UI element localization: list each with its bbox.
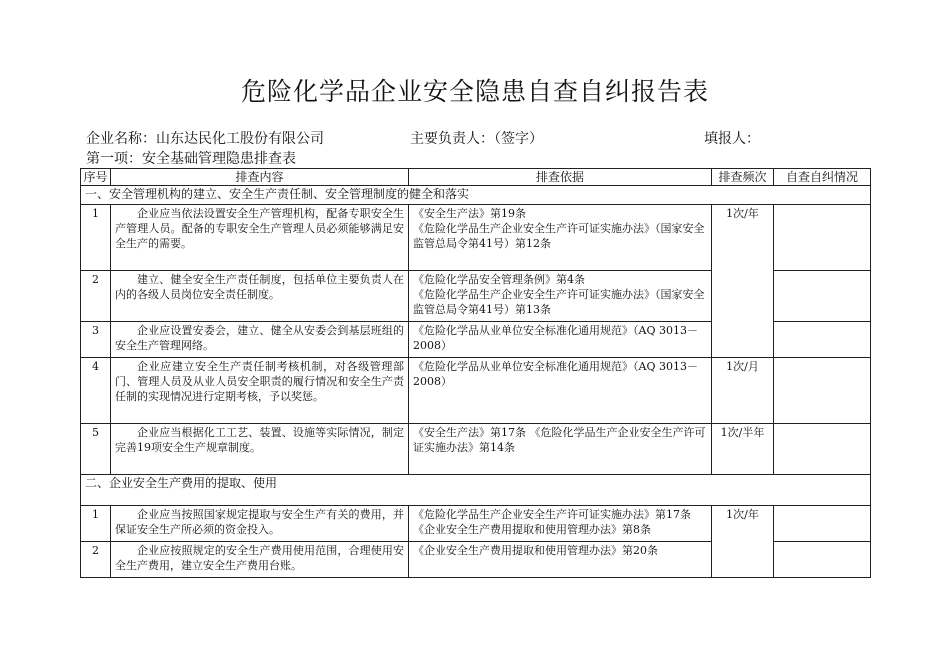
header-content: 排查内容 [111,169,409,186]
basis-line: 《危险化学品安全管理条例》第4条 [413,273,585,286]
basis-line: 《安全生产法》第19条 [413,207,526,220]
row-seq: 5 [81,424,111,475]
row-seq: 2 [81,271,111,322]
row-content: 企业应建立安全生产责任制考核机制，对各级管理部门、管理人员及从业人员安全职责的履行情况和安全生产责任制的实现情况进行定期考核，予以奖惩。 [111,358,409,424]
header-frequency: 排查频次 [712,169,774,186]
table-row [81,424,871,475]
row-seq: 3 [81,322,111,358]
row-frequency: 1次/年 [712,506,774,578]
row-frequency: 1次/年 [712,205,774,358]
row-content: 企业应当根据化工工艺、装置、设施等实际情况，制定完善19项安全生产规章制度。 [111,424,409,475]
category-row [81,186,871,205]
self-check-cell[interactable] [774,358,871,424]
basis-line: 《危险化学品从业单位安全标准化通用规范》（AQ 3013－2008） [413,324,698,352]
row-basis [409,322,712,358]
row-content: 企业应当依法设置安全生产管理机构，配备专职安全生产管理人员。配备的专职安全生产管理人员必须能够满足安全生产的需要。 [111,205,409,271]
row-seq: 2 [81,542,111,578]
row-content: 企业应设置安委会，建立、健全从安委会到基层班组的安全生产管理网络。 [111,322,409,358]
row-frequency: 1次/月 [712,358,774,424]
inspection-table [80,168,871,578]
header-seq: 序号 [81,169,111,186]
table-row [81,506,871,542]
info-row [86,128,886,148]
header-self-check: 自查自纠情况 [774,169,871,186]
category-1: 一、安全管理机构的建立、安全生产责任制、安全管理制度的健全和落实 [81,186,871,205]
row-basis [409,271,712,322]
self-check-cell[interactable] [774,205,871,271]
basis-line: 《危险化学品生产企业安全生产许可证实施办法》（国家安全监管总局令第41号）第12条 [413,222,705,250]
self-check-cell[interactable] [774,542,871,578]
row-seq: 1 [81,506,111,542]
row-content: 建立、健全安全生产责任制度，包括单位主要负责人在内的各级人员岗位安全责任制度。 [111,271,409,322]
row-frequency: 1次/半年 [712,424,774,475]
row-content: 企业应按照规定的安全生产费用使用范围，合理使用安全生产费用，建立安全生产费用台账。 [111,542,409,578]
header-basis: 排查依据 [409,169,712,186]
page-title: 危险化学品企业安全隐患自查自纠报告表 [240,77,709,106]
basis-line: 《危险化学品从业单位安全标准化通用规范》（AQ 3013－2008） [413,360,698,388]
table-row [81,358,871,424]
basis-line: 《危险化学品生产企业安全生产许可证实施办法》第17条 《企业安全生产费用提取和使用管理办法》第8条 [413,508,691,536]
self-check-cell[interactable] [774,424,871,475]
row-basis [409,205,712,271]
reporter-label: 填报人： [704,131,760,147]
principal-signature-label: 主要负责人：（签字） [410,131,543,147]
company-name: 企业名称：山东达民化工股份有限公司 [86,131,324,147]
basis-line: 《危险化学品生产企业安全生产许可证实施办法》（国家安全监管总局令第41号）第13条 [413,288,705,316]
self-check-cell[interactable] [774,271,871,322]
basis-line: 《安全生产法》第17条 《危险化学品生产企业安全生产许可证实施办法》第14条 [413,426,706,454]
basis-line: 《企业安全生产费用提取和使用管理办法》第20条 [413,544,658,557]
row-basis [409,358,712,424]
category-row [81,475,871,506]
self-check-cell[interactable] [774,506,871,542]
table-header-row [81,169,871,186]
category-2: 二、企业安全生产费用的提取、使用 [81,475,871,506]
row-seq: 1 [81,205,111,271]
row-content: 企业应当按照国家规定提取与安全生产有关的费用，并保证安全生产所必须的资金投入。 [111,506,409,542]
self-check-cell[interactable] [774,322,871,358]
row-seq: 4 [81,358,111,424]
table-row [81,205,871,271]
row-basis [409,542,712,578]
row-basis [409,424,712,475]
section-title: 第一项：安全基础管理隐患排查表 [86,151,296,167]
row-basis [409,506,712,542]
